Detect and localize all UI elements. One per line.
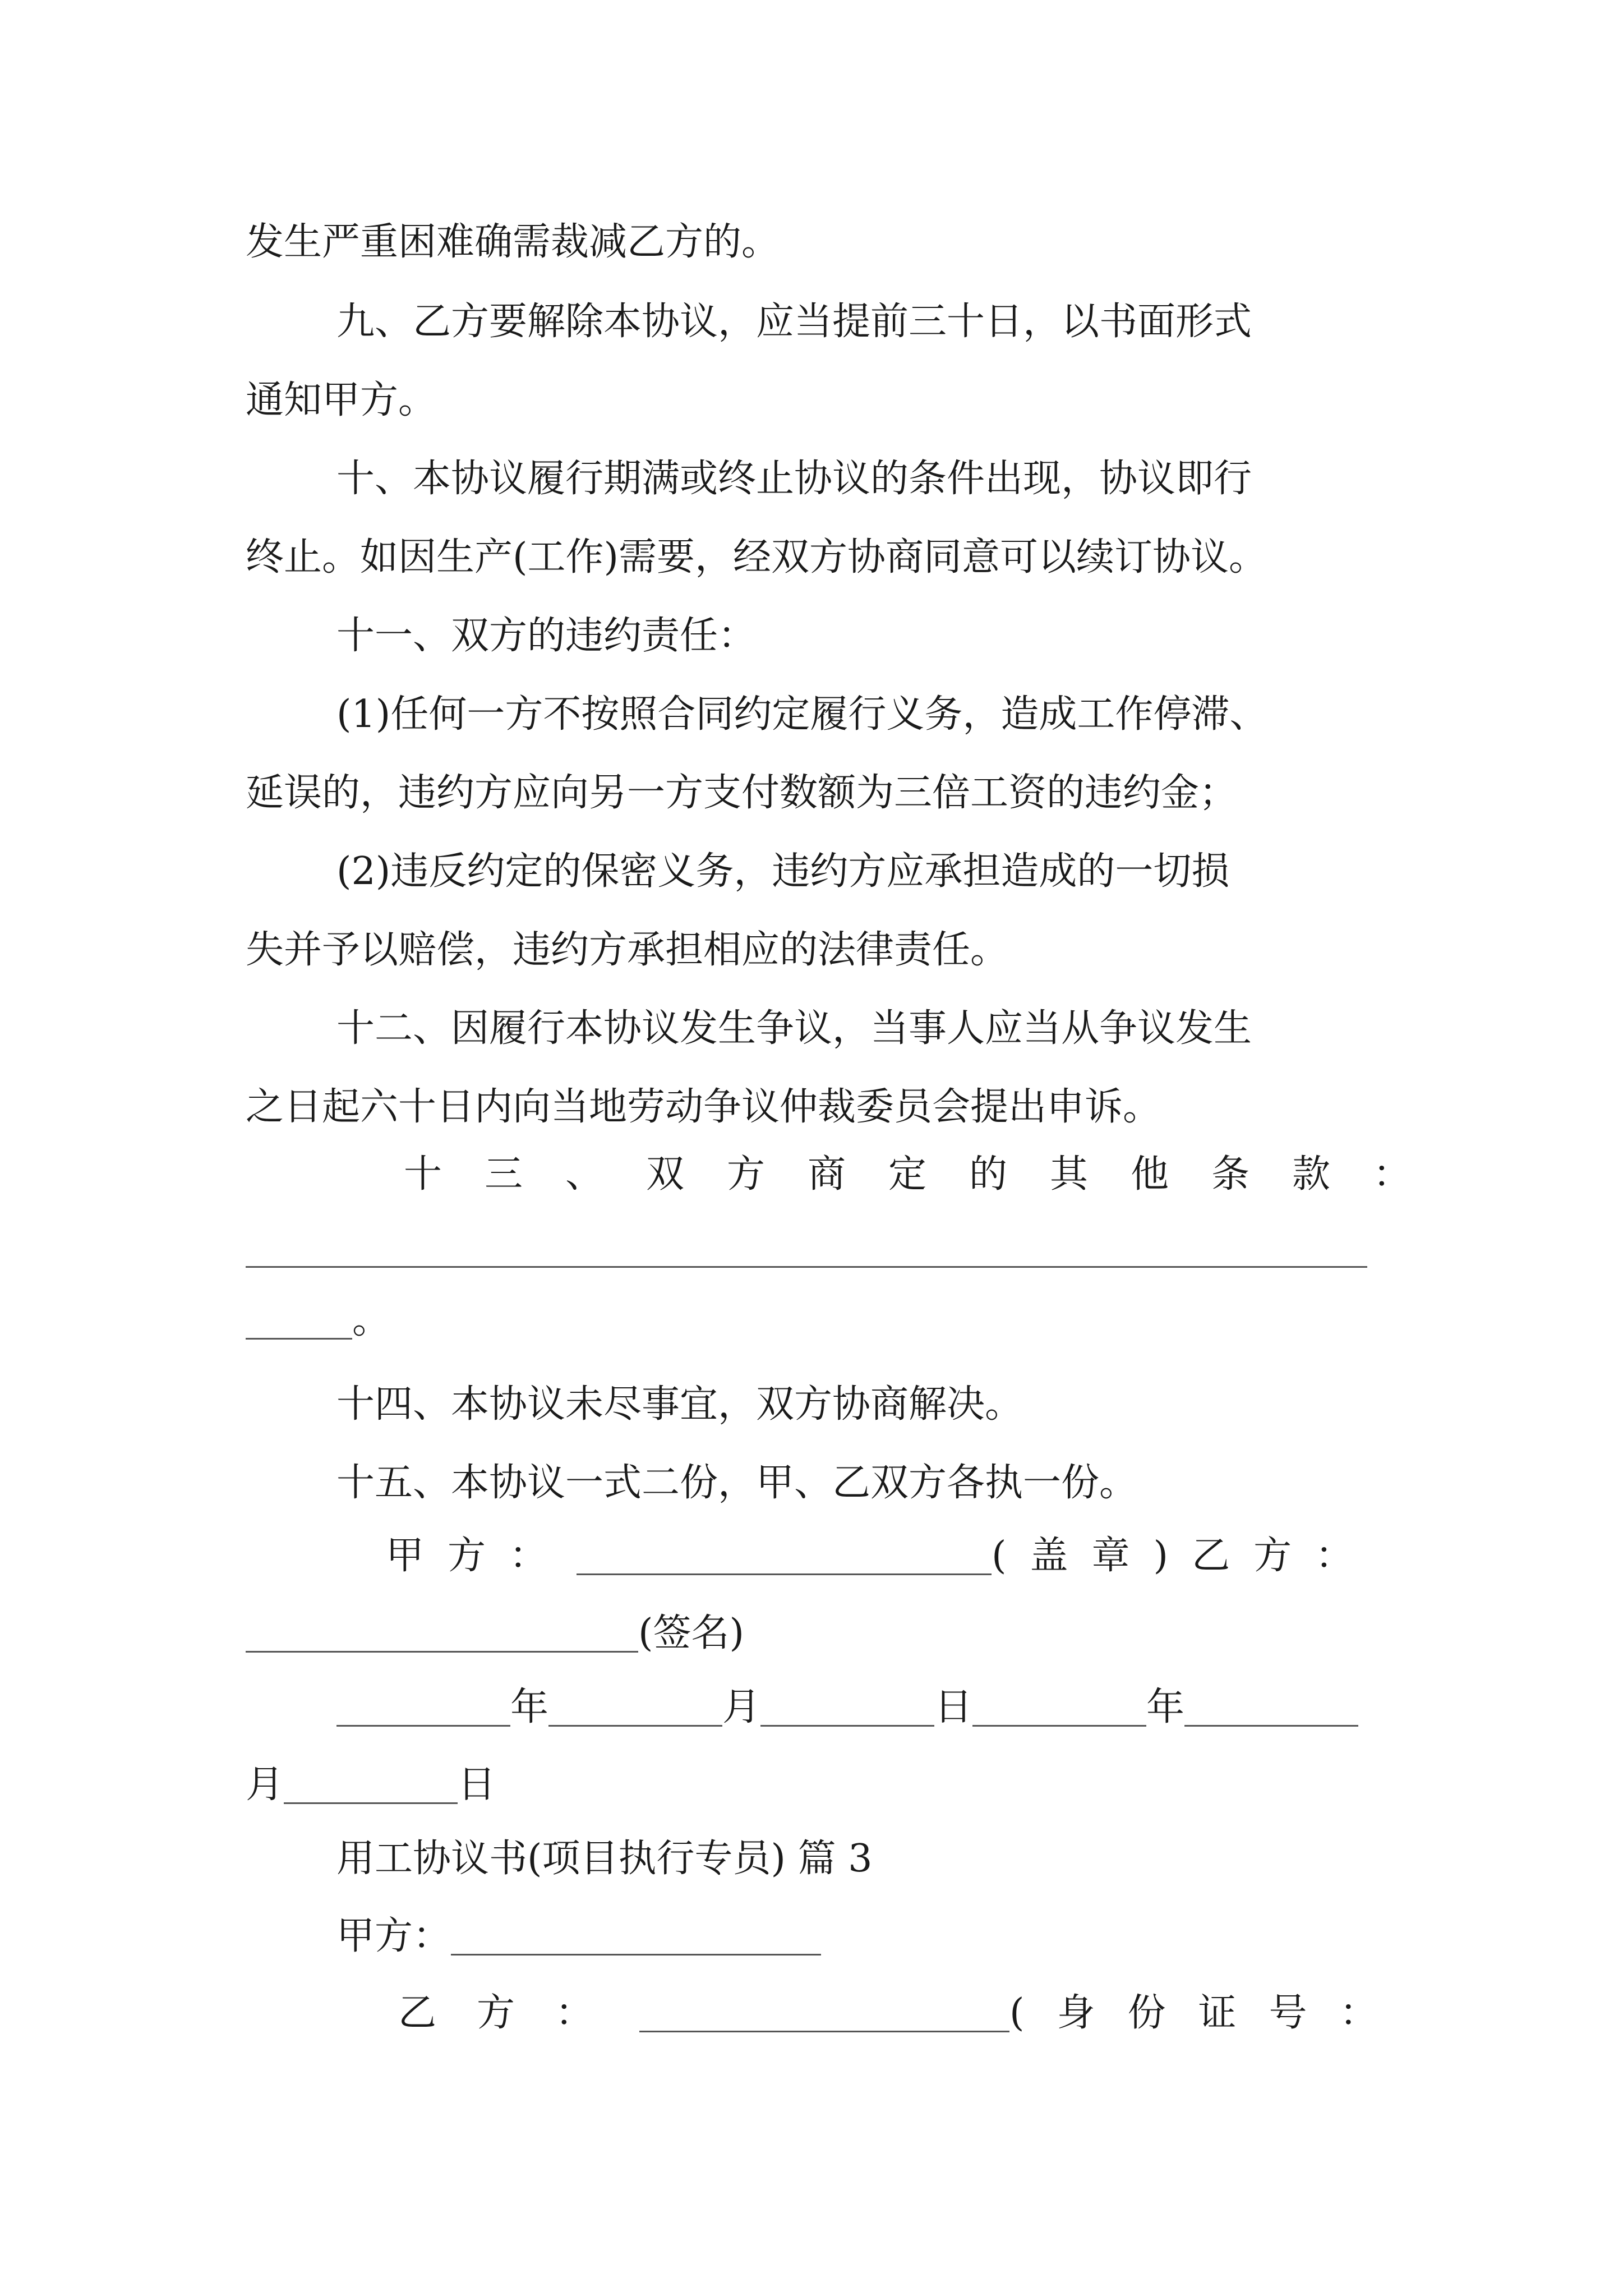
day-label: 日 — [934, 1685, 973, 1729]
party-a-label: 甲方： — [386, 1534, 571, 1578]
paragraph-line: 终止。如因生产(工作)需要，经双方协商同意可以续订协议。 — [246, 535, 1267, 579]
fill-in-blank[interactable] — [246, 1234, 1367, 1268]
paragraph-line: 通知甲方。 — [246, 378, 437, 422]
clause-14: 十四、本协议未尽事宜，双方协商解决。 — [336, 1382, 1023, 1427]
paragraph-line: 延误的，违约方应向另一方支付数额为三倍工资的违约金； — [246, 771, 1238, 815]
party-a-blank[interactable] — [577, 1541, 992, 1575]
clause-15: 十五、本协议一式二份，甲、乙双方各执一份。 — [336, 1461, 1138, 1505]
period: 。 — [352, 1298, 391, 1342]
month-label: 月 — [722, 1685, 761, 1729]
signature-line-2 — [246, 1611, 745, 1655]
month-label-2: 月 — [246, 1763, 284, 1807]
day-blank[interactable] — [760, 1692, 934, 1727]
date-line-2 — [246, 1763, 496, 1807]
signature-label: (签名) — [638, 1611, 745, 1655]
section3-party-a — [336, 1914, 821, 1958]
year-blank-2[interactable] — [972, 1692, 1146, 1727]
party-a-label: 甲方： — [336, 1914, 451, 1958]
month-blank-2[interactable] — [1184, 1692, 1358, 1727]
paragraph-line: 发生严重困难确需裁减乙方的。 — [246, 220, 780, 264]
clause-13-heading — [404, 1152, 1454, 1197]
paragraph-line: 之日起六十日内向当地劳动争议仲裁委员会提出申诉。 — [246, 1085, 1161, 1129]
paragraph-line: 失并予以赔偿，违约方承担相应的法律责任。 — [246, 928, 1009, 972]
party-b-blank[interactable] — [246, 1618, 638, 1653]
year-label-2: 年 — [1146, 1685, 1185, 1729]
party-b-label: 乙方： — [398, 1991, 634, 2035]
signature-line — [386, 1534, 1377, 1578]
clause-13-text: 十三、双方商定的其他条款： — [404, 1152, 1454, 1197]
clause-13-blank-end — [246, 1298, 391, 1342]
clause-13-blank-line[interactable] — [246, 1230, 1367, 1268]
fill-in-blank[interactable] — [246, 1305, 352, 1340]
day-label-2: 日 — [458, 1763, 496, 1807]
section3-party-b — [398, 1991, 1410, 2035]
paragraph-line: 九、乙方要解除本协议，应当提前三十日，以书面形式 — [336, 300, 1252, 344]
month-blank[interactable] — [548, 1692, 722, 1727]
date-line — [336, 1685, 1358, 1729]
id-label: (身份证号： — [1009, 1991, 1410, 2035]
seal-label: (盖章)乙方： — [992, 1534, 1377, 1578]
party-b-blank[interactable] — [639, 1998, 1009, 2032]
day-blank-2[interactable] — [284, 1770, 458, 1804]
paragraph-line: 十、本协议履行期满或终止协议的条件出现，协议即行 — [336, 457, 1252, 501]
paragraph-line: 十二、因履行本协议发生争议，当事人应当从争议发生 — [336, 1006, 1252, 1051]
party-a-blank[interactable] — [451, 1921, 821, 1955]
year-label: 年 — [510, 1685, 549, 1729]
year-blank[interactable] — [336, 1692, 510, 1727]
paragraph-line: (2)违反约定的保密义务，违约方应承担造成的一切损 — [336, 849, 1230, 894]
paragraph-line: (1)任何一方不按照合同约定履行义务，造成工作停滞、 — [336, 692, 1268, 737]
section-title: 用工协议书(项目执行专员) 篇 3 — [336, 1837, 873, 1881]
paragraph-line: 十一、双方的违约责任： — [336, 614, 757, 658]
